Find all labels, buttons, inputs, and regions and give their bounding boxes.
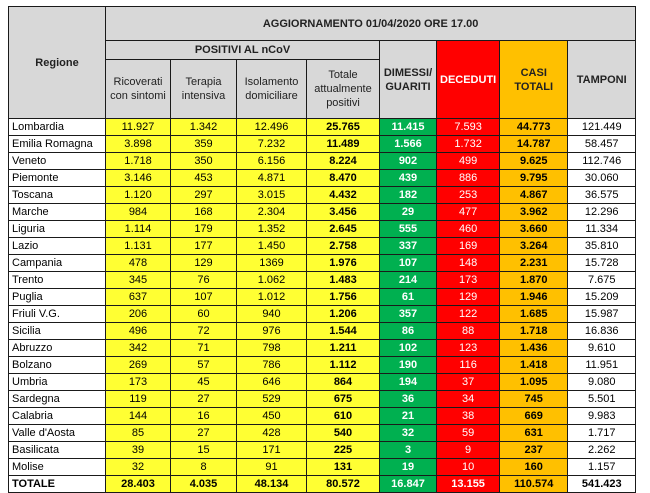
region-name: Sardegna (9, 391, 106, 408)
totale-positivi-cell: 225 (307, 442, 380, 459)
region-header: Regione (9, 7, 106, 119)
casi-totali-cell: 1.418 (500, 357, 568, 374)
region-name: Abruzzo (9, 340, 106, 357)
deceduti-cell: 10 (437, 459, 500, 476)
tamponi-header: TAMPONI (568, 41, 636, 119)
region-name: Trento (9, 272, 106, 289)
dimessi-cell: 21 (380, 408, 437, 425)
dimessi-cell: 1.566 (380, 136, 437, 153)
deceduti-cell: 460 (437, 221, 500, 238)
dimessi-cell: 36 (380, 391, 437, 408)
isolamento-cell: 1.062 (237, 272, 307, 289)
totale-positivi-cell: 1.483 (307, 272, 380, 289)
region-name: Lazio (9, 238, 106, 255)
tamponi-cell: 121.449 (568, 119, 636, 136)
casi-totali-cell: 9.795 (500, 170, 568, 187)
dimessi-cell: 337 (380, 238, 437, 255)
tamponi-cell: 1.717 (568, 425, 636, 442)
total-isolamento: 48.134 (237, 476, 307, 493)
ricoverati-cell: 1.131 (106, 238, 171, 255)
table-row (9, 153, 636, 170)
tamponi-cell: 9.080 (568, 374, 636, 391)
isolamento-cell: 786 (237, 357, 307, 374)
terapia-cell: 168 (171, 204, 237, 221)
casi-totali-cell: 4.867 (500, 187, 568, 204)
tamponi-cell: 112.746 (568, 153, 636, 170)
region-name: Liguria (9, 221, 106, 238)
dimessi-cell: 29 (380, 204, 437, 221)
casi-totali-cell: 1.095 (500, 374, 568, 391)
casi-totali-cell: 1.685 (500, 306, 568, 323)
terapia-cell: 453 (171, 170, 237, 187)
ricoverati-cell: 39 (106, 442, 171, 459)
totale-positivi-cell: 1.211 (307, 340, 380, 357)
terapia-cell: 57 (171, 357, 237, 374)
totale-positivi-cell: 25.765 (307, 119, 380, 136)
deceduti-cell: 9 (437, 442, 500, 459)
isolamento-cell: 450 (237, 408, 307, 425)
region-name: Umbria (9, 374, 106, 391)
casi-totali-cell: 3.264 (500, 238, 568, 255)
tamponi-cell: 15.987 (568, 306, 636, 323)
totale-positivi-cell: 1.206 (307, 306, 380, 323)
casi-totali-cell: 1.436 (500, 340, 568, 357)
casi-totali-cell: 2.231 (500, 255, 568, 272)
totale-positivi-cell: 3.456 (307, 204, 380, 221)
dimessi-cell: 357 (380, 306, 437, 323)
isolamento-cell: 6.156 (237, 153, 307, 170)
terapia-cell: 27 (171, 425, 237, 442)
deceduti-header: DECEDUTI (437, 41, 500, 119)
totale-positivi-cell: 864 (307, 374, 380, 391)
ricoverati-cell: 1.120 (106, 187, 171, 204)
tamponi-cell: 1.157 (568, 459, 636, 476)
total-row (9, 476, 636, 493)
total-ricoverati: 28.403 (106, 476, 171, 493)
totale-positivi-cell: 2.645 (307, 221, 380, 238)
region-name: Toscana (9, 187, 106, 204)
dimessi-cell: 102 (380, 340, 437, 357)
terapia-cell: 60 (171, 306, 237, 323)
ricoverati-header: Ricoverati con sintomi (106, 60, 171, 119)
table-row (9, 204, 636, 221)
tamponi-cell: 15.209 (568, 289, 636, 306)
casi-totali-cell: 44.773 (500, 119, 568, 136)
deceduti-cell: 7.593 (437, 119, 500, 136)
casi-totali-cell: 14.787 (500, 136, 568, 153)
tamponi-cell: 11.951 (568, 357, 636, 374)
deceduti-cell: 499 (437, 153, 500, 170)
terapia-cell: 71 (171, 340, 237, 357)
terapia-cell: 76 (171, 272, 237, 289)
table-row (9, 425, 636, 442)
ricoverati-cell: 206 (106, 306, 171, 323)
deceduti-cell: 38 (437, 408, 500, 425)
totale-positivi-header: Totale attualmente positivi (307, 60, 380, 119)
table-row (9, 306, 636, 323)
page-title: AGGIORNAMENTO 01/04/2020 ORE 17.00 (106, 7, 636, 41)
dimessi-cell: 902 (380, 153, 437, 170)
dimessi-cell: 32 (380, 425, 437, 442)
ricoverati-cell: 1.114 (106, 221, 171, 238)
casi-totali-cell: 1.946 (500, 289, 568, 306)
tamponi-cell: 11.334 (568, 221, 636, 238)
dimessi-cell: 61 (380, 289, 437, 306)
table-row (9, 357, 636, 374)
region-name: Lombardia (9, 119, 106, 136)
table-row (9, 340, 636, 357)
isolamento-cell: 940 (237, 306, 307, 323)
terapia-cell: 179 (171, 221, 237, 238)
isolamento-cell: 2.304 (237, 204, 307, 221)
ricoverati-cell: 984 (106, 204, 171, 221)
tamponi-cell: 35.810 (568, 238, 636, 255)
isolamento-cell: 7.232 (237, 136, 307, 153)
terapia-cell: 16 (171, 408, 237, 425)
isolamento-cell: 428 (237, 425, 307, 442)
terapia-cell: 359 (171, 136, 237, 153)
totale-positivi-cell: 131 (307, 459, 380, 476)
dimessi-cell: 555 (380, 221, 437, 238)
isolamento-cell: 1.012 (237, 289, 307, 306)
dimessi-cell: 11.415 (380, 119, 437, 136)
totale-positivi-cell: 8.224 (307, 153, 380, 170)
isolamento-cell: 171 (237, 442, 307, 459)
table-row (9, 391, 636, 408)
total-tamponi: 541.423 (568, 476, 636, 493)
totale-positivi-cell: 1.112 (307, 357, 380, 374)
casi-totali-cell: 9.625 (500, 153, 568, 170)
table-row (9, 170, 636, 187)
total-terapia: 4.035 (171, 476, 237, 493)
table-row (9, 119, 636, 136)
tamponi-cell: 2.262 (568, 442, 636, 459)
deceduti-cell: 129 (437, 289, 500, 306)
casi-totali-cell: 160 (500, 459, 568, 476)
ricoverati-cell: 32 (106, 459, 171, 476)
table-row (9, 238, 636, 255)
table-row (9, 408, 636, 425)
terapia-cell: 177 (171, 238, 237, 255)
isolamento-cell: 3.015 (237, 187, 307, 204)
dimessi-cell: 3 (380, 442, 437, 459)
terapia-cell: 129 (171, 255, 237, 272)
deceduti-cell: 37 (437, 374, 500, 391)
tamponi-cell: 16.836 (568, 323, 636, 340)
total-dimessi: 16.847 (380, 476, 437, 493)
casi-totali-cell: 1.870 (500, 272, 568, 289)
deceduti-cell: 116 (437, 357, 500, 374)
isolamento-cell: 1.450 (237, 238, 307, 255)
deceduti-cell: 253 (437, 187, 500, 204)
casi-totali-cell: 237 (500, 442, 568, 459)
terapia-cell: 15 (171, 442, 237, 459)
ricoverati-cell: 1.718 (106, 153, 171, 170)
totale-positivi-cell: 11.489 (307, 136, 380, 153)
totale-positivi-cell: 2.758 (307, 238, 380, 255)
table-row (9, 187, 636, 204)
region-name: Marche (9, 204, 106, 221)
totale-positivi-cell: 1.976 (307, 255, 380, 272)
casi-totali-cell: 669 (500, 408, 568, 425)
tamponi-cell: 36.575 (568, 187, 636, 204)
tamponi-cell: 7.675 (568, 272, 636, 289)
terapia-cell: 27 (171, 391, 237, 408)
totale-positivi-cell: 4.432 (307, 187, 380, 204)
tamponi-cell: 5.501 (568, 391, 636, 408)
deceduti-cell: 173 (437, 272, 500, 289)
table-row (9, 323, 636, 340)
region-name: Friuli V.G. (9, 306, 106, 323)
terapia-header: Terapia intensiva (171, 60, 237, 119)
totale-positivi-cell: 675 (307, 391, 380, 408)
terapia-cell: 350 (171, 153, 237, 170)
casi-totali-cell: 1.718 (500, 323, 568, 340)
dimessi-cell: 190 (380, 357, 437, 374)
deceduti-cell: 1.732 (437, 136, 500, 153)
table-row (9, 442, 636, 459)
region-name: Sicilia (9, 323, 106, 340)
deceduti-cell: 148 (437, 255, 500, 272)
ricoverati-cell: 173 (106, 374, 171, 391)
totale-positivi-cell: 610 (307, 408, 380, 425)
terapia-cell: 72 (171, 323, 237, 340)
terapia-cell: 45 (171, 374, 237, 391)
isolamento-cell: 4.871 (237, 170, 307, 187)
region-name: Piemonte (9, 170, 106, 187)
ricoverati-cell: 11.927 (106, 119, 171, 136)
ricoverati-cell: 269 (106, 357, 171, 374)
terapia-cell: 107 (171, 289, 237, 306)
deceduti-cell: 59 (437, 425, 500, 442)
casi-totali-cell: 745 (500, 391, 568, 408)
ricoverati-cell: 3.146 (106, 170, 171, 187)
deceduti-cell: 88 (437, 323, 500, 340)
dimessi-cell: 86 (380, 323, 437, 340)
table-body (9, 119, 636, 476)
tamponi-cell: 30.060 (568, 170, 636, 187)
ricoverati-cell: 3.898 (106, 136, 171, 153)
isolamento-cell: 1369 (237, 255, 307, 272)
terapia-cell: 8 (171, 459, 237, 476)
dimessi-cell: 214 (380, 272, 437, 289)
region-name: Veneto (9, 153, 106, 170)
ricoverati-cell: 345 (106, 272, 171, 289)
region-name: Valle d'Aosta (9, 425, 106, 442)
total-casi: 110.574 (500, 476, 568, 493)
dimessi-cell: 107 (380, 255, 437, 272)
isolamento-cell: 646 (237, 374, 307, 391)
isolamento-cell: 91 (237, 459, 307, 476)
totale-positivi-cell: 1.544 (307, 323, 380, 340)
tamponi-cell: 58.457 (568, 136, 636, 153)
region-name: Calabria (9, 408, 106, 425)
casi-totali-cell: 3.962 (500, 204, 568, 221)
totale-positivi-cell: 1.756 (307, 289, 380, 306)
region-name: Basilicata (9, 442, 106, 459)
table-row (9, 221, 636, 238)
isolamento-cell: 976 (237, 323, 307, 340)
isolamento-header: Isolamento domiciliare (237, 60, 307, 119)
ricoverati-cell: 637 (106, 289, 171, 306)
dimessi-cell: 182 (380, 187, 437, 204)
deceduti-cell: 122 (437, 306, 500, 323)
table-row (9, 459, 636, 476)
positivi-header: POSITIVI AL nCoV (106, 41, 380, 60)
total-positivi: 80.572 (307, 476, 380, 493)
region-name: Puglia (9, 289, 106, 306)
isolamento-cell: 798 (237, 340, 307, 357)
table-row (9, 136, 636, 153)
total-label: TOTALE (9, 476, 106, 493)
dimessi-cell: 439 (380, 170, 437, 187)
region-name: Campania (9, 255, 106, 272)
tamponi-cell: 9.983 (568, 408, 636, 425)
region-name: Bolzano (9, 357, 106, 374)
terapia-cell: 297 (171, 187, 237, 204)
deceduti-cell: 477 (437, 204, 500, 221)
isolamento-cell: 1.352 (237, 221, 307, 238)
table-row (9, 289, 636, 306)
tamponi-cell: 12.296 (568, 204, 636, 221)
isolamento-cell: 12.496 (237, 119, 307, 136)
terapia-cell: 1.342 (171, 119, 237, 136)
totale-positivi-cell: 540 (307, 425, 380, 442)
ricoverati-cell: 144 (106, 408, 171, 425)
totale-positivi-cell: 8.470 (307, 170, 380, 187)
casi-totali-cell: 631 (500, 425, 568, 442)
deceduti-cell: 34 (437, 391, 500, 408)
deceduti-cell: 886 (437, 170, 500, 187)
isolamento-cell: 529 (237, 391, 307, 408)
deceduti-cell: 169 (437, 238, 500, 255)
dimessi-cell: 194 (380, 374, 437, 391)
dimessi-cell: 19 (380, 459, 437, 476)
ricoverati-cell: 496 (106, 323, 171, 340)
table-row (9, 374, 636, 391)
covid-data-table (8, 6, 636, 493)
ricoverati-cell: 478 (106, 255, 171, 272)
deceduti-cell: 123 (437, 340, 500, 357)
ricoverati-cell: 119 (106, 391, 171, 408)
casi-totali-cell: 3.660 (500, 221, 568, 238)
region-name: Emilia Romagna (9, 136, 106, 153)
total-deceduti: 13.155 (437, 476, 500, 493)
table-row (9, 255, 636, 272)
ricoverati-cell: 342 (106, 340, 171, 357)
ricoverati-cell: 85 (106, 425, 171, 442)
region-name: Molise (9, 459, 106, 476)
table-row (9, 272, 636, 289)
tamponi-cell: 15.728 (568, 255, 636, 272)
dimessi-header: DIMESSI/ GUARITI (380, 41, 437, 119)
tamponi-cell: 9.610 (568, 340, 636, 357)
casi-totali-header: CASI TOTALI (500, 41, 568, 119)
